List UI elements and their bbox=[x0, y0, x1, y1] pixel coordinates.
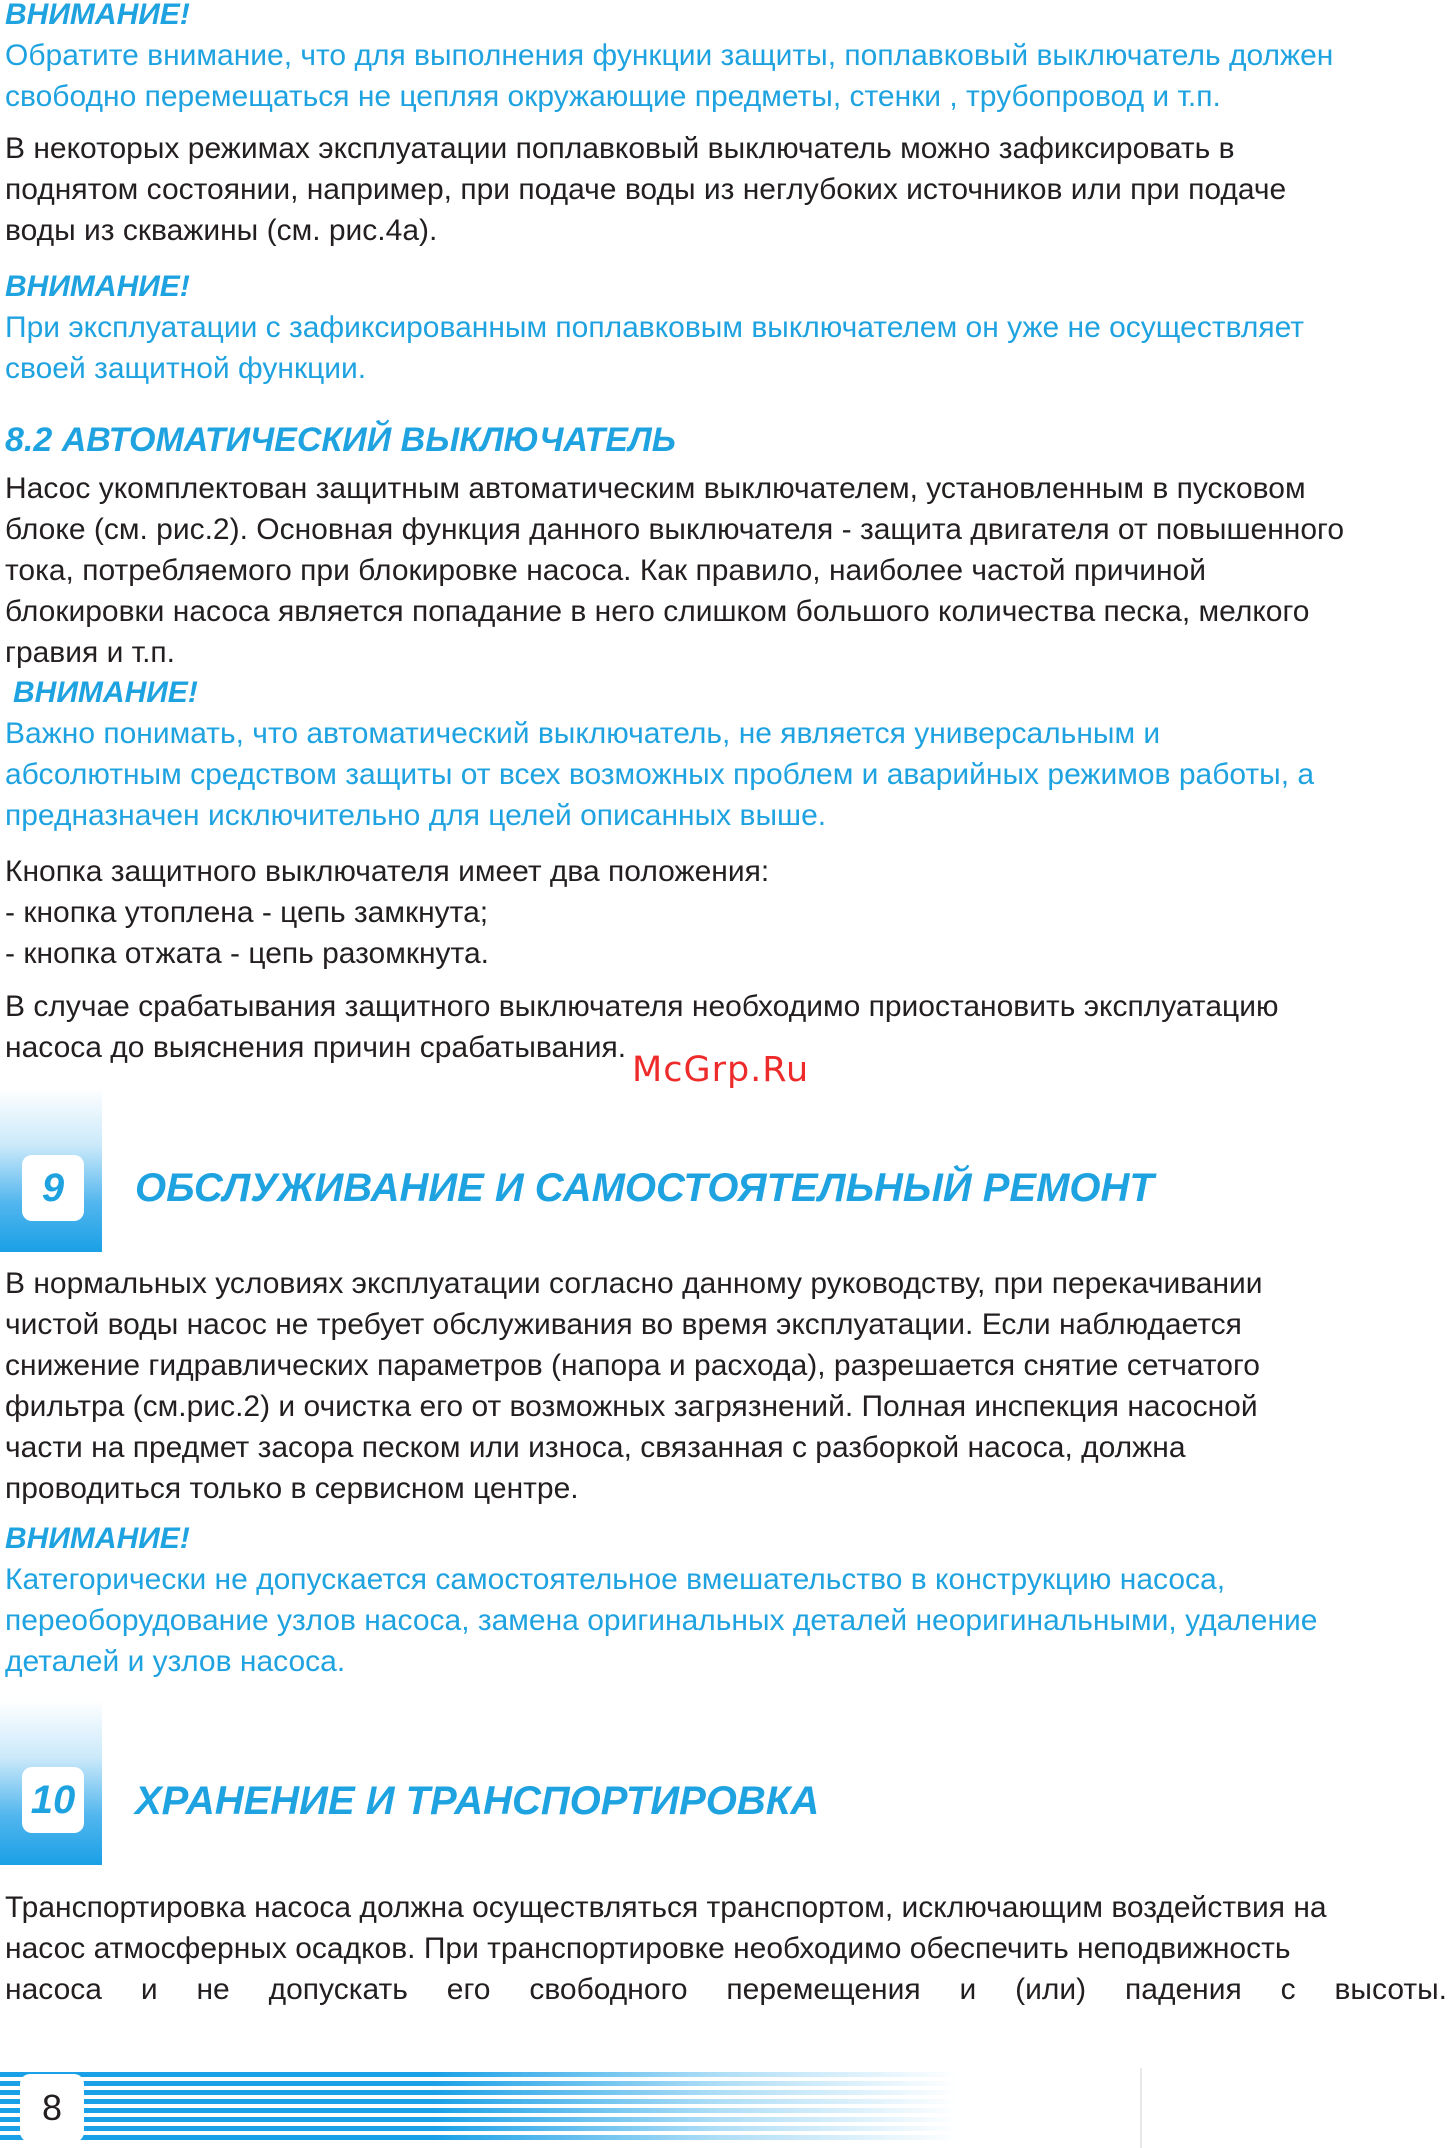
text-line: Обратите внимание, что для выполнения функции защиты, поплавковый выключатель должен bbox=[5, 39, 1334, 72]
section-10-number: 10 bbox=[22, 1767, 84, 1833]
text-line: воды из скважины (см. рис.4а). bbox=[5, 214, 438, 247]
text-line: Категорически не допускается самостоятельное вмешательство в конструкцию насоса, bbox=[5, 1563, 1226, 1596]
warning-text bbox=[5, 1559, 1447, 1682]
text-line: своей защитной функции. bbox=[5, 352, 367, 385]
section-9-number: 9 bbox=[22, 1155, 84, 1221]
text-line: блоке (см. рис.2). Основная функция данного выключателя - защита двигателя от повышенного bbox=[5, 513, 1344, 546]
paragraph-button-positions bbox=[5, 851, 1447, 974]
warning-breaker-not-universal bbox=[5, 672, 1447, 836]
text-line: проводиться только в сервисном центре. bbox=[5, 1472, 579, 1505]
paragraph-float-fixed-mode bbox=[5, 128, 1447, 251]
text-line: фильтра (см.рис.2) и очистка его от возможных загрязнений. Полная инспекция насосной bbox=[5, 1390, 1258, 1423]
warning-label: ВНИМАНИЕ! bbox=[13, 676, 198, 709]
text-line: В нормальных условиях эксплуатации согласно данному руководству, при перекачивании bbox=[5, 1267, 1263, 1300]
text-line: Насос укомплектован защитным автоматическим выключателем, установленным в пусковом bbox=[5, 472, 1306, 505]
page-footer bbox=[0, 2068, 1453, 2148]
list-item: - кнопка отжата - цепь разомкнута. bbox=[5, 937, 489, 970]
text-line: Транспортировка насоса должна осуществляться транспортом, исключающим воздействия на bbox=[5, 1891, 1327, 1924]
section-8-2 bbox=[5, 418, 1447, 673]
text-line: абсолютным средством защиты от всех возможных проблем и аварийных режимов работы, а bbox=[5, 758, 1315, 791]
list-item: - кнопка утоплена - цепь замкнута; bbox=[5, 896, 489, 929]
text-line: деталей и узлов насоса. bbox=[5, 1645, 346, 1678]
footer-divider bbox=[1140, 2068, 1142, 2148]
section-9-body bbox=[5, 1263, 1447, 1682]
footer-stripes bbox=[0, 2072, 960, 2144]
text-line: В случае срабатывания защитного выключателя необходимо приостановить эксплуатацию bbox=[5, 990, 1279, 1023]
section-10-body bbox=[5, 1887, 1447, 2010]
text-line: Кнопка защитного выключателя имеет два положения: bbox=[5, 855, 770, 888]
text-line: снижение гидравлических параметров (напора и расхода), разрешается снятие сетчатого bbox=[5, 1349, 1260, 1382]
text-line: В некоторых режимах эксплуатации поплавковый выключатель можно зафиксировать в bbox=[5, 132, 1235, 165]
text-line: насоса и не допускать его свободного перемещения и (или) падения с высоты. bbox=[5, 1973, 1447, 2006]
text-line: переоборудование узлов насоса, замена оригинальных деталей неоригинальными, удаление bbox=[5, 1604, 1318, 1637]
text-line: предназначен исключительно для целей описанных выше. bbox=[5, 799, 827, 832]
watermark-text: McGrp.Ru bbox=[632, 1050, 810, 1090]
text-line: насос атмосферных осадков. При транспортировке необходимо обеспечить неподвижность bbox=[5, 1932, 1291, 1965]
warning-text bbox=[5, 35, 1447, 117]
page-number: 8 bbox=[20, 2074, 84, 2142]
text-line: насоса до выяснения причин срабатывания. bbox=[5, 1031, 627, 1064]
warning-label: ВНИМАНИЕ! bbox=[5, 1522, 190, 1555]
section-9-title: ОБСЛУЖИВАНИЕ И САМОСТОЯТЕЛЬНЫЙ РЕМОНТ bbox=[135, 1166, 1154, 1210]
section-body bbox=[5, 468, 1447, 673]
warning-label: ВНИМАНИЕ! bbox=[5, 0, 190, 31]
section-10-title: ХРАНЕНИЕ И ТРАНСПОРТИРОВКА bbox=[135, 1779, 820, 1823]
section-heading: 8.2 АВТОМАТИЧЕСКИЙ ВЫКЛЮЧАТЕЛЬ bbox=[5, 421, 676, 459]
warning-text bbox=[5, 713, 1447, 836]
text-line: Важно понимать, что автоматический выключатель, не является универсальным и bbox=[5, 717, 1161, 750]
text-line: гравия и т.п. bbox=[5, 636, 176, 669]
warning-label: ВНИМАНИЕ! bbox=[5, 270, 190, 303]
warning-fixed-float-no-protection bbox=[5, 266, 1447, 389]
warning-text bbox=[5, 307, 1447, 389]
warning-float-free-movement bbox=[5, 0, 1447, 117]
text-line: части на предмет засора песком или износа, связанная с разборкой насоса, должна bbox=[5, 1431, 1186, 1464]
text-line: тока, потребляемого при блокировке насоса. Как правило, наиболее частой причиной bbox=[5, 554, 1206, 587]
text-line: свободно перемещаться не цепляя окружающие предметы, стенки , трубопровод и т.п. bbox=[5, 80, 1221, 113]
text-line: чистой воды насос не требует обслуживания во время эксплуатации. Если наблюдается bbox=[5, 1308, 1242, 1341]
text-line: блокировки насоса является попадание в него слишком большого количества песка, мелкого bbox=[5, 595, 1310, 628]
text-line: поднятом состоянии, например, при подаче воды из неглубоких источников или при подаче bbox=[5, 173, 1287, 206]
text-line: При эксплуатации с зафиксированным поплавковым выключателем он уже не осуществляет bbox=[5, 311, 1305, 344]
